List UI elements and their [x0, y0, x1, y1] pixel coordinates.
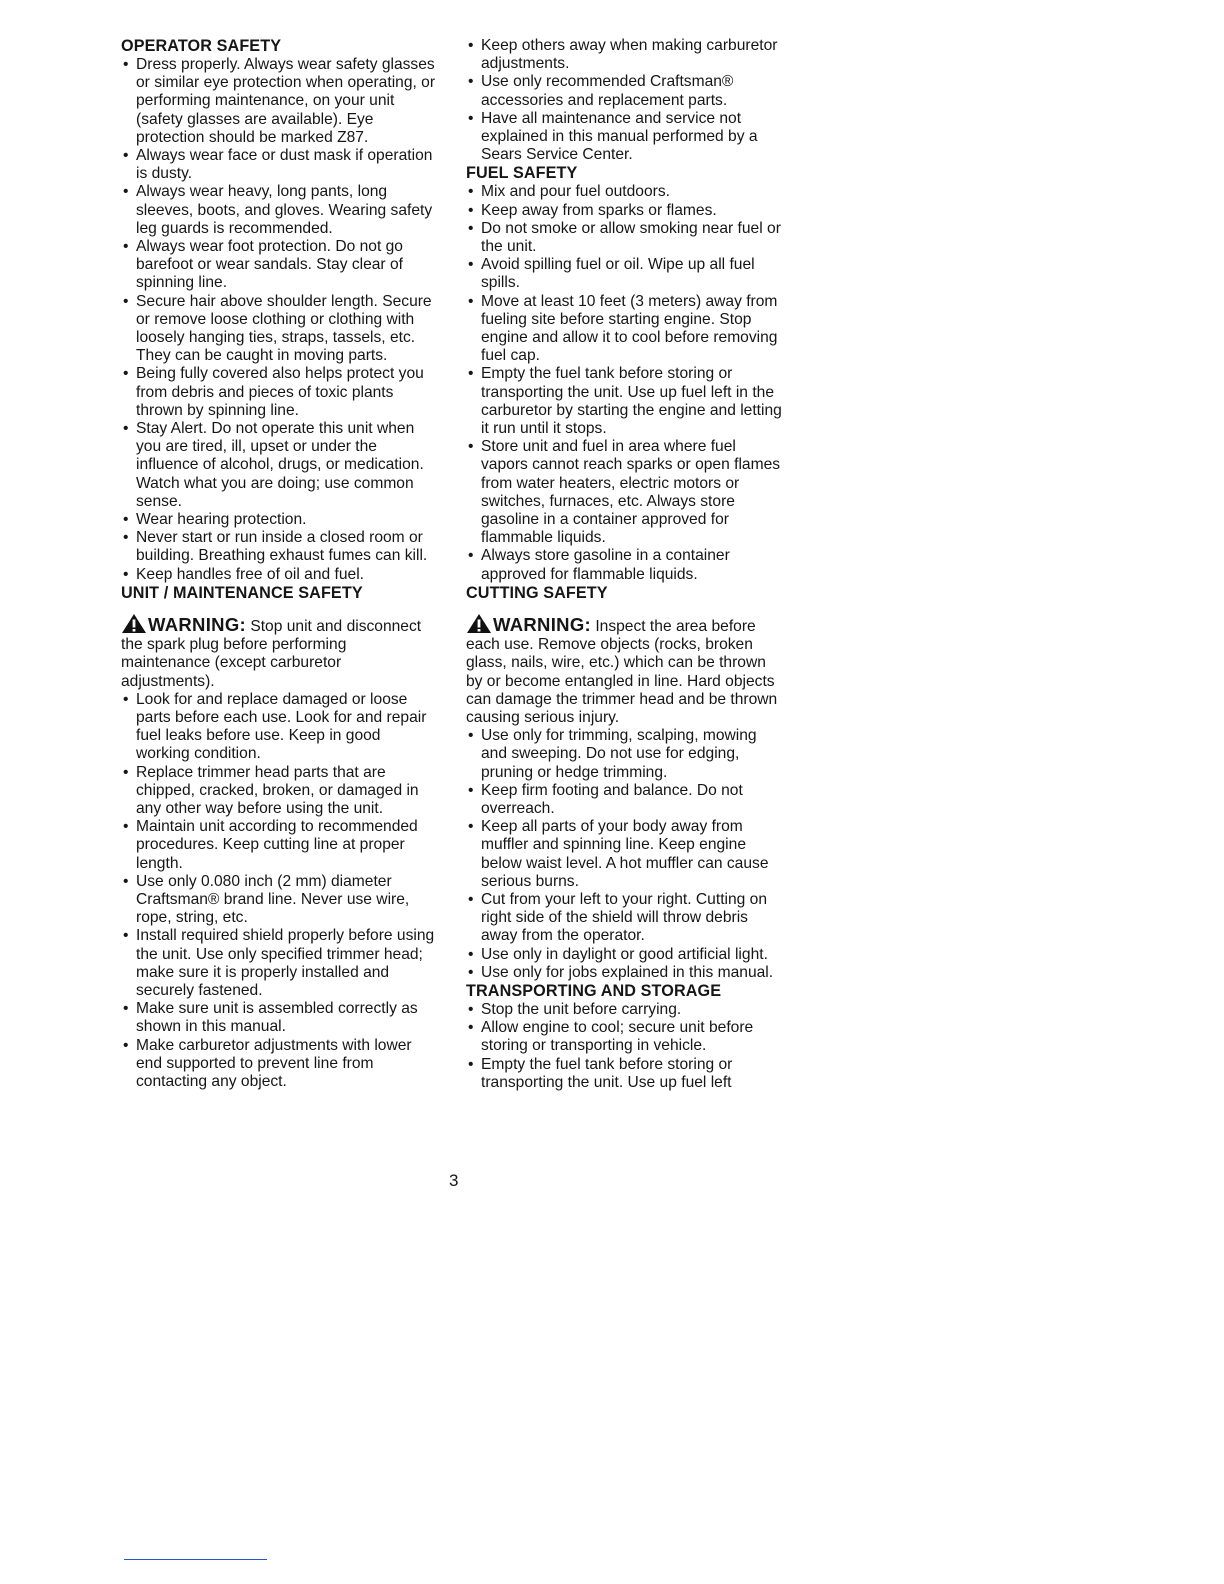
list-item: • Never start or run inside a closed room or building. Breathing exhaust fumes can kill.: [121, 529, 437, 565]
list-item: • Replace trimmer head parts that are chipped, cracked, broken, or damaged in any other way before using the unit.: [121, 764, 437, 819]
list-item: • Use only 0.080 inch (2 mm) diameter Craftsman® brand line. Never use wire, rope, string, etc.: [121, 873, 437, 928]
cutting-warning: [466, 613, 782, 727]
list-item: • Maintain unit according to recommended procedures. Keep cutting line at proper length.: [121, 818, 437, 873]
list-item: • Use only in daylight or good artificial light.: [466, 946, 782, 964]
list-item: • Use only for trimming, scalping, mowing and sweeping. Do not use for edging, pruning or hedge trimming.: [466, 727, 782, 782]
warning-text: Stop unit and disconnect the spark plug before performing maintenance (except carburetor adjustments).: [121, 617, 422, 690]
list-item: • Have all maintenance and service not explained in this manual performed by a Sears Service Center.: [466, 110, 782, 165]
maintenance-warning: [121, 613, 437, 691]
list-item: • Secure hair above shoulder length. Secure or remove loose clothing or clothing with loosely hanging ties, straps, tassels, etc. They can be caught in moving parts.: [121, 293, 437, 366]
list-item: • Do not smoke or allow smoking near fuel or the unit.: [466, 220, 782, 256]
list-item: • Store unit and fuel in area where fuel vapors cannot reach sparks or open flames from water heaters, electric motors or switches, furnaces, etc. Always store gasoline in a container approved for flammable liquids.: [466, 438, 782, 547]
maintenance-safety-list: [121, 691, 437, 1091]
transporting-storage-list: [466, 1001, 782, 1092]
list-item: • Use only recommended Craftsman® accessories and replacement parts.: [466, 73, 782, 109]
list-item: • Keep firm footing and balance. Do not overreach.: [466, 782, 782, 818]
list-item: • Look for and replace damaged or loose parts before each use. Look for and repair fuel leaks before use. Keep in good working condition.: [121, 691, 437, 764]
warning-triangle-icon: [121, 613, 147, 634]
list-item: • Use only for jobs explained in this manual.: [466, 964, 782, 982]
list-item: • Stay Alert. Do not operate this unit when you are tired, ill, upset or under the influence of alcohol, drugs, or medication. Watch what you are doing; use common sense.: [121, 420, 437, 511]
page-number: 3: [449, 1171, 459, 1190]
cutting-safety-list: [466, 727, 782, 982]
transporting-storage-heading: TRANSPORTING AND STORAGE: [466, 981, 722, 1000]
maintenance-continued-list: [466, 37, 782, 164]
list-item: • Being fully covered also helps protect you from debris and pieces of toxic plants thrown by spinning line.: [121, 365, 437, 420]
list-item: • Always store gasoline in a container approved for flammable liquids.: [466, 547, 782, 583]
warning-label: WARNING:: [493, 613, 591, 635]
list-item: • Make carburetor adjustments with lower end supported to prevent line from contacting any object.: [121, 1037, 437, 1092]
bottom-rule: [124, 1559, 267, 1560]
list-item: • Keep all parts of your body away from muffler and spinning line. Keep engine below waist level. A hot muffler can cause serious burns.: [466, 818, 782, 891]
list-item: • Avoid spilling fuel or oil. Wipe up all fuel spills.: [466, 256, 782, 292]
fuel-safety-list: [466, 183, 782, 583]
list-item: • Empty the fuel tank before storing or transporting the unit. Use up fuel left in the carburetor by starting the engine and letting it run until it stops.: [466, 365, 782, 438]
list-item: • Stop the unit before carrying.: [466, 1001, 782, 1019]
maintenance-safety-heading: UNIT / MAINTENANCE SAFETY: [121, 583, 363, 602]
list-item: • Keep handles free of oil and fuel.: [121, 566, 437, 584]
list-item: • Cut from your left to your right. Cutting on right side of the shield will throw debris away from the operator.: [466, 891, 782, 946]
right-column: [466, 37, 782, 1092]
list-item: • Always wear heavy, long pants, long sleeves, boots, and gloves. Wearing safety leg guards is recommended.: [121, 183, 437, 238]
left-column: [121, 37, 437, 1091]
operator-safety-heading: OPERATOR SAFETY: [121, 37, 282, 55]
list-item: • Allow engine to cool; secure unit before storing or transporting in vehicle.: [466, 1019, 782, 1055]
list-item: • Mix and pour fuel outdoors.: [466, 183, 782, 201]
warning-triangle-icon: [466, 613, 492, 634]
list-item: • Move at least 10 feet (3 meters) away from fueling site before starting engine. Stop engine and allow it to cool before removing fuel cap.: [466, 293, 782, 366]
list-item: • Always wear face or dust mask if operation is dusty.: [121, 147, 437, 183]
list-item: • Dress properly. Always wear safety glasses or similar eye protection when operating, or performing maintenance, on your unit (safety glasses are available). Eye protection should be marked Z87.: [121, 56, 437, 147]
warning-label: WARNING:: [148, 613, 246, 635]
list-item: • Wear hearing protection.: [121, 511, 437, 529]
cutting-safety-heading: CUTTING SAFETY: [466, 583, 608, 602]
list-item: • Keep away from sparks or flames.: [466, 202, 782, 220]
list-item: • Keep others away when making carburetor adjustments.: [466, 37, 782, 73]
list-item: • Always wear foot protection. Do not go barefoot or wear sandals. Stay clear of spinning line.: [121, 238, 437, 293]
list-item: • Make sure unit is assembled correctly as shown in this manual.: [121, 1000, 437, 1036]
operator-safety-list: [121, 56, 437, 584]
list-item: • Empty the fuel tank before storing or transporting the unit. Use up fuel left: [466, 1056, 782, 1092]
list-item: • Install required shield properly before using the unit. Use only specified trimmer head; make sure it is properly installed and securely fastened.: [121, 927, 437, 1000]
warning-text: Inspect the area before each use. Remove objects (rocks, broken glass, nails, wire, etc.) which can be thrown by or become entangled in line. Hard objects can damage the trimmer head and be thrown causing serious injury.: [466, 617, 778, 726]
fuel-safety-heading: FUEL SAFETY: [466, 164, 578, 183]
